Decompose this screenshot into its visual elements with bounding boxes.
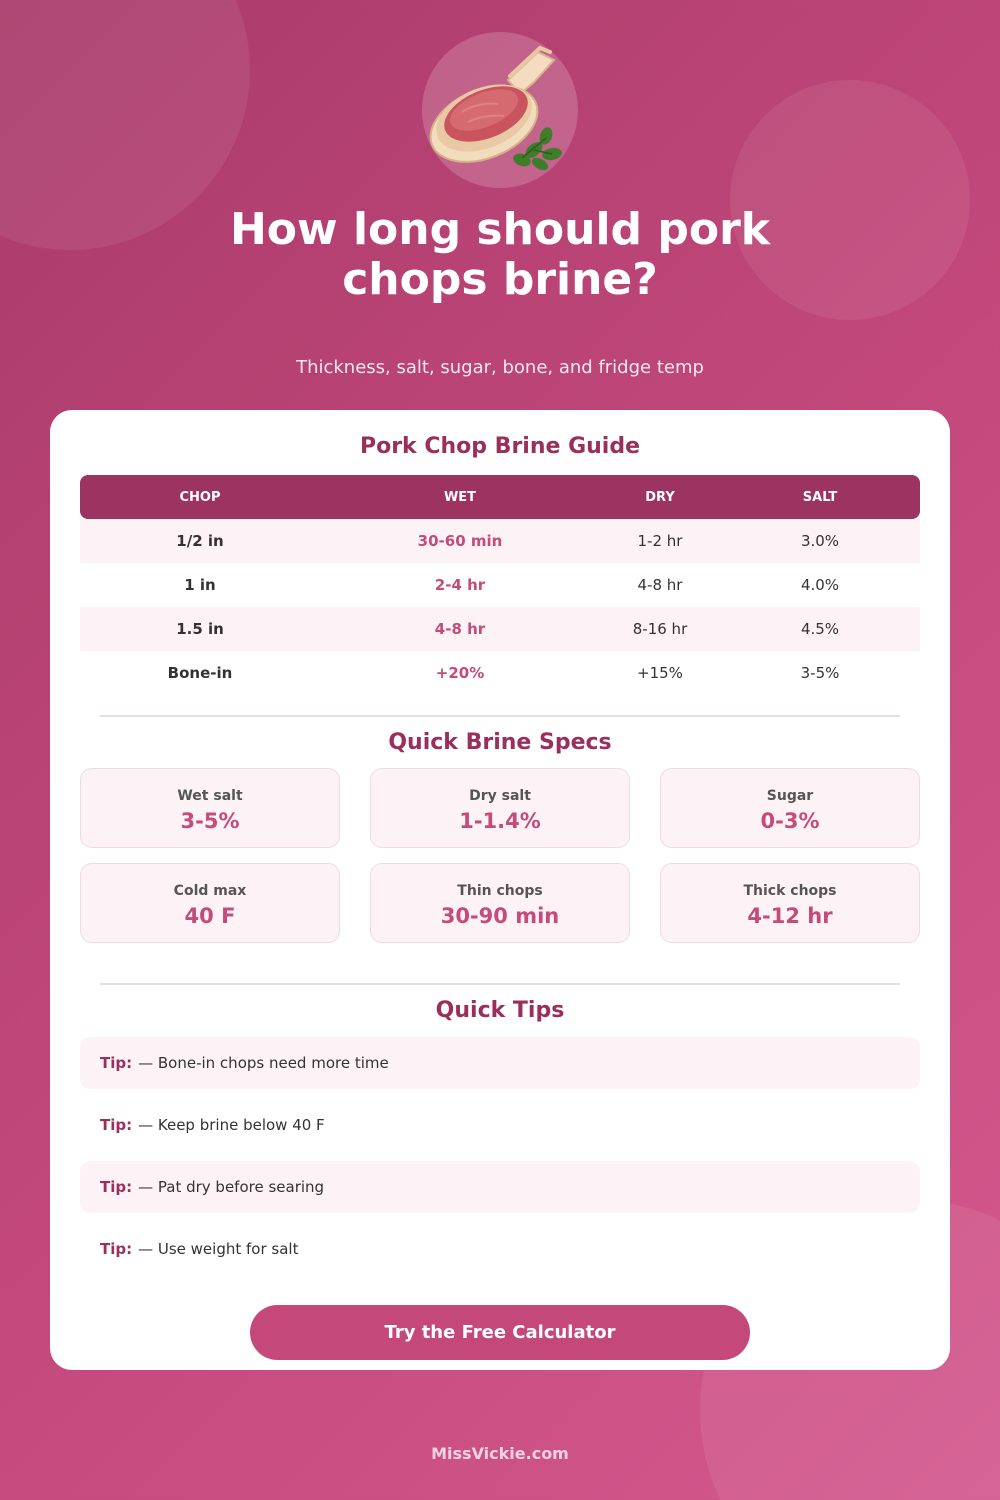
cell-salt: 3-5% bbox=[800, 664, 840, 682]
cell-dry: 8-16 hr bbox=[632, 620, 688, 638]
spec-label: Thin chops bbox=[457, 883, 543, 899]
spec-value: 40 F bbox=[184, 904, 236, 928]
table-row bbox=[80, 607, 920, 651]
cell-chop: 1.5 in bbox=[176, 620, 224, 638]
tip-text: — Keep brine below 40 F bbox=[138, 1116, 325, 1134]
spec-card bbox=[370, 768, 630, 848]
table-row bbox=[80, 563, 920, 607]
footer-brand[interactable]: MissVickie.com bbox=[431, 1444, 569, 1463]
guide-title: Pork Chop Brine Guide bbox=[359, 434, 641, 459]
column-header-chop: CHOP bbox=[179, 489, 221, 505]
spec-label: Sugar bbox=[766, 788, 814, 804]
tip-prefix: Tip: bbox=[100, 1054, 133, 1072]
column-header-salt: SALT bbox=[802, 489, 838, 505]
page-subtitle: Thickness, salt, sugar, bone, and fridge temp bbox=[296, 357, 704, 378]
spec-label: Thick chops bbox=[743, 883, 837, 899]
spec-card bbox=[660, 768, 920, 848]
cell-chop: 1/2 in bbox=[176, 532, 224, 550]
page-title: How long should pork chops brine? bbox=[229, 204, 771, 305]
cell-dry: 1-2 hr bbox=[637, 532, 683, 550]
tip-item bbox=[80, 1037, 920, 1089]
spec-card bbox=[660, 863, 920, 943]
section-divider bbox=[100, 715, 900, 717]
spec-value: 0-3% bbox=[760, 809, 820, 833]
cell-salt: 3.0% bbox=[800, 532, 840, 550]
cell-wet: +20% bbox=[435, 664, 485, 682]
cell-wet: 30-60 min bbox=[417, 532, 503, 550]
tips-title: Quick Tips bbox=[435, 998, 565, 1023]
tip-prefix: Tip: bbox=[100, 1240, 133, 1258]
cell-salt: 4.5% bbox=[800, 620, 840, 638]
table-header bbox=[80, 475, 920, 519]
content-card bbox=[50, 410, 950, 1370]
tips-list bbox=[80, 1037, 920, 1285]
tip-item bbox=[80, 1161, 920, 1213]
spec-value: 30-90 min bbox=[440, 904, 560, 928]
spec-label: Dry salt bbox=[469, 788, 531, 804]
specs-title: Quick Brine Specs bbox=[388, 730, 612, 755]
cell-dry: 4-8 hr bbox=[637, 576, 683, 594]
tip-prefix: Tip: bbox=[100, 1116, 133, 1134]
tip-text: — Pat dry before searing bbox=[138, 1178, 325, 1196]
cell-wet: 2-4 hr bbox=[434, 576, 486, 594]
column-header-dry: DRY bbox=[645, 489, 675, 505]
spec-value: 1-1.4% bbox=[459, 809, 541, 833]
cell-dry: +15% bbox=[637, 664, 683, 682]
tip-text: — Bone-in chops need more time bbox=[138, 1054, 389, 1072]
spec-card bbox=[80, 768, 340, 848]
pork-chop-icon bbox=[422, 32, 578, 188]
cell-chop: 1 in bbox=[184, 576, 216, 594]
brine-table bbox=[80, 475, 920, 695]
tip-item bbox=[80, 1223, 920, 1275]
column-header-wet: WET bbox=[443, 489, 477, 505]
spec-value: 4-12 hr bbox=[747, 904, 833, 928]
spec-value: 3-5% bbox=[180, 809, 240, 833]
tip-prefix: Tip: bbox=[100, 1178, 133, 1196]
cell-salt: 4.0% bbox=[800, 576, 840, 594]
spec-card bbox=[80, 863, 340, 943]
cell-chop: Bone-in bbox=[167, 664, 233, 682]
spec-card bbox=[370, 863, 630, 943]
spec-label: Wet salt bbox=[177, 788, 243, 804]
section-divider bbox=[100, 983, 900, 985]
tip-text: — Use weight for salt bbox=[138, 1240, 299, 1258]
table-row bbox=[80, 651, 920, 695]
calculator-button[interactable]: Try the Free Calculator bbox=[250, 1305, 750, 1360]
tip-item bbox=[80, 1099, 920, 1151]
spec-label: Cold max bbox=[173, 883, 247, 899]
cell-wet: 4-8 hr bbox=[434, 620, 486, 638]
table-row bbox=[80, 519, 920, 563]
